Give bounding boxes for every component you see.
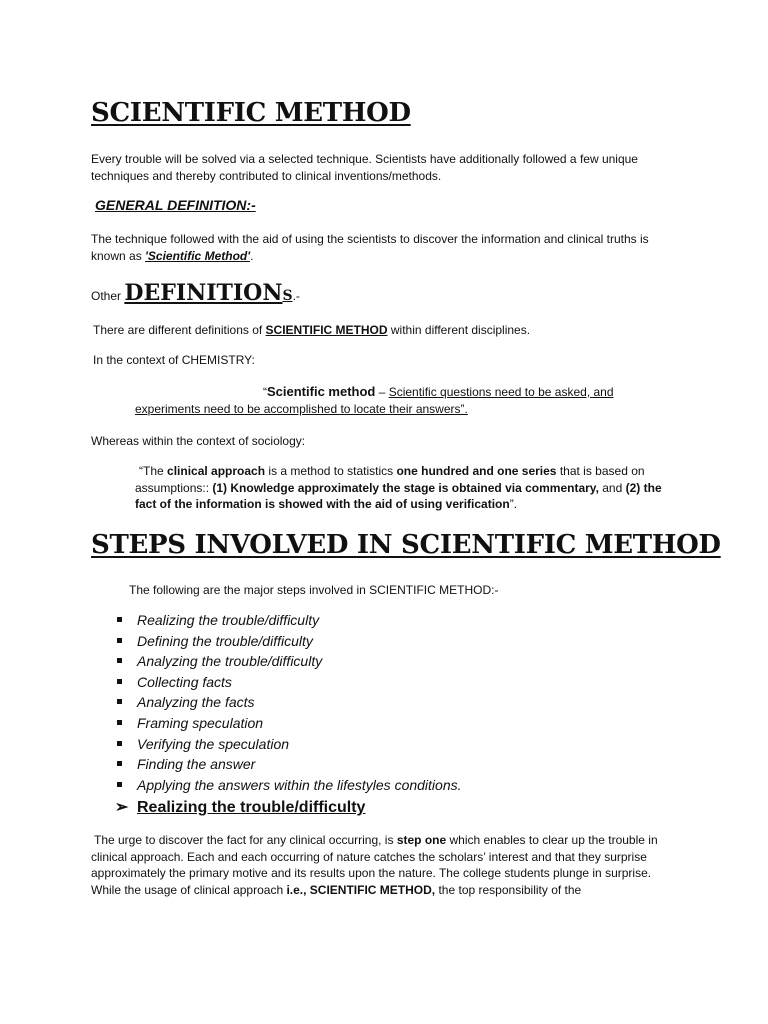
chemistry-dash: – [375, 385, 389, 399]
other-prefix: Other [91, 289, 125, 303]
list-item [137, 692, 462, 713]
fp-p2: which enables to clear up the trouble in clinical approach. Each and each occurring of nature catches the scholars’ interest and that they surprise approximately the primary motive and its results upon the nature. The college students plunge in surprise. While the usage of clinical approach [91, 833, 658, 897]
step-label: Collecting facts [137, 673, 232, 690]
fp-b1: step one [396, 833, 447, 847]
steps-intro: The following are the major steps involved in SCIENTIFIC METHOD:- [129, 583, 499, 597]
list-item [137, 672, 462, 693]
page-title: SCIENTIFIC METHOD [91, 98, 411, 128]
step-label: Framing speculation [137, 714, 264, 731]
square-bullet-icon [117, 741, 122, 746]
step-label: Realizing the trouble/difficulty [137, 612, 320, 628]
step-label: Analyzing the trouble/difficulty [137, 653, 323, 670]
list-item [137, 610, 462, 631]
disciplines-term: SCIENTIFIC METHOD [265, 323, 388, 337]
sq-p2: is a method to statistics [265, 464, 397, 478]
chemistry-context: In the context of CHEMISTRY: [93, 353, 255, 367]
chemistry-text: Scientific questions need to be asked, and experiments need to be accomplished to locate their answers”. [135, 385, 614, 416]
list-item [137, 775, 462, 796]
general-definition-paragraph [91, 231, 681, 264]
subheading-text: Realizing the trouble/difficulty [137, 799, 366, 816]
sq-p4: and [598, 480, 626, 495]
step-label: Defining the trouble/difficulty [137, 632, 313, 649]
chemistry-quote [135, 384, 655, 417]
step-label: Verifying the speculation [137, 735, 290, 752]
fp-p1: The urge to discover the fact for any clinical occurring, is [94, 833, 397, 847]
intro-paragraph: Every trouble will be solved via a selected technique. Scientists have additionally followed a few unique techniques and thereby contributed to clinical inventions/methods. [91, 152, 638, 183]
sq-b1: clinical approach [167, 464, 266, 478]
general-definition-text: The technique followed with the aid of using the scientists to discover the information and clinical truths is known as [91, 232, 649, 263]
disciplines-after: within different disciplines. [387, 323, 531, 337]
square-bullet-icon [117, 617, 122, 622]
list-item [137, 713, 462, 734]
other-suffix: .- [292, 289, 300, 303]
list-item [137, 651, 462, 672]
list-item [137, 631, 462, 652]
definitions-big-text: DEFINITION [124, 280, 283, 306]
step-label: Analyzing the facts [137, 694, 255, 711]
sq-p1: “The [139, 464, 168, 478]
square-bullet-icon [117, 658, 122, 663]
subheading-realizing [115, 797, 365, 817]
fp-b2: i.e., SCIENTIFIC METHOD, [286, 882, 436, 897]
fp-p3: the top responsibility of the [435, 882, 582, 897]
steps-list [137, 610, 462, 795]
sq-b2: one hundred and one series [396, 464, 557, 478]
general-definition-heading: GENERAL DEFINITION:- [95, 197, 256, 213]
square-bullet-icon [117, 679, 122, 684]
list-item [137, 754, 462, 775]
other-definitions-heading [91, 280, 300, 306]
definitions-small-s: S [282, 288, 293, 304]
square-bullet-icon [117, 699, 122, 704]
sq-p3: that is based on assumptions:: [135, 464, 645, 495]
sq-b4: (2) the fact of the information is showed with the aid of using verification [135, 480, 662, 511]
list-item [137, 734, 462, 755]
square-bullet-icon [117, 638, 122, 643]
scientific-method-term: 'Scientific Method' [145, 248, 251, 263]
sociology-quote [135, 463, 675, 513]
arrow-bullet-icon: ➢ [115, 799, 129, 816]
general-definition-end: . [250, 248, 254, 263]
step-label: Finding the answer [137, 756, 256, 773]
final-paragraph [91, 832, 681, 898]
square-bullet-icon [117, 720, 122, 725]
sq-p5: ”. [509, 497, 518, 511]
sociology-context: Whereas within the context of sociology: [91, 434, 306, 448]
chemistry-term: Scientific method [267, 384, 376, 399]
chemistry-open-quote: “ [263, 385, 267, 399]
disciplines-before: There are different definitions of [93, 323, 266, 337]
square-bullet-icon [117, 782, 122, 787]
sq-b3: (1) Knowledge approximately the stage is obtained via commentary, [212, 480, 599, 495]
square-bullet-icon [117, 761, 122, 766]
steps-heading: STEPS INVOLVED IN SCIENTIFIC METHOD [91, 530, 721, 560]
disciplines-paragraph [93, 322, 530, 339]
step-label: Applying the answers within the lifestyles conditions. [137, 776, 462, 793]
